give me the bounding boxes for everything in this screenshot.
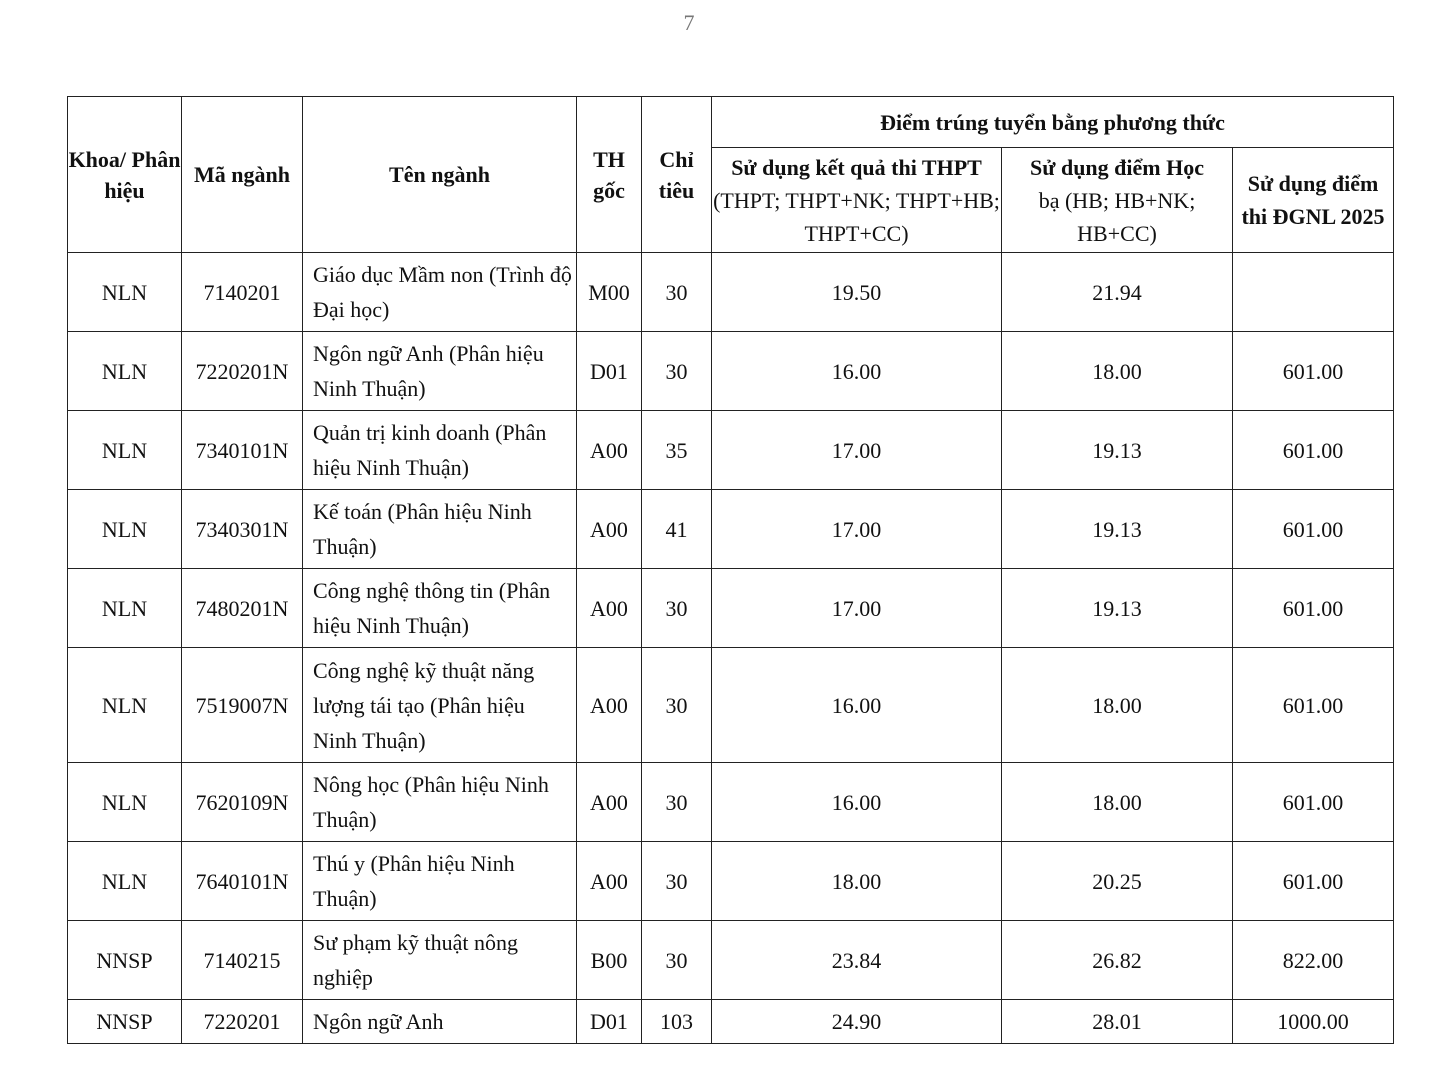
cell-quota: 30	[642, 842, 712, 921]
cell-faculty: NLN	[68, 332, 182, 411]
cell-combo: A00	[577, 842, 642, 921]
cell-hb-score: 26.82	[1002, 921, 1233, 1000]
cell-combo: A00	[577, 763, 642, 842]
header-hb-title: Sử dụng điểm Học	[1030, 154, 1204, 180]
table-row	[68, 411, 1394, 490]
cell-dgnl-score: 601.00	[1233, 411, 1394, 490]
cell-code: 7220201	[182, 1000, 303, 1044]
header-thpt-title: Sử dụng kết quả thi THPT	[731, 154, 982, 180]
cell-name: Ngôn ngữ Anh (Phân hiệu Ninh Thuận)	[303, 332, 577, 411]
cell-code: 7340101N	[182, 411, 303, 490]
cell-faculty: NLN	[68, 253, 182, 332]
cell-code: 7620109N	[182, 763, 303, 842]
cell-thpt-score: 18.00	[712, 842, 1002, 921]
cell-combo: B00	[577, 921, 642, 1000]
cell-faculty: NLN	[68, 648, 182, 763]
cell-thpt-score: 16.00	[712, 763, 1002, 842]
header-quota: Chỉ tiêu	[642, 97, 712, 253]
header-thpt-detail: (THPT; THPT+NK; THPT+HB; THPT+CC)	[713, 187, 1000, 246]
cell-thpt-score: 16.00	[712, 648, 1002, 763]
cell-quota: 30	[642, 253, 712, 332]
cell-code: 7140215	[182, 921, 303, 1000]
cell-thpt-score: 17.00	[712, 490, 1002, 569]
header-name: Tên ngành	[303, 97, 577, 253]
cell-code: 7140201	[182, 253, 303, 332]
cell-name: Nông học (Phân hiệu Ninh Thuận)	[303, 763, 577, 842]
cell-hb-score: 19.13	[1002, 411, 1233, 490]
table-row	[68, 921, 1394, 1000]
cell-name: Giáo dục Mầm non (Trình độ Đại học)	[303, 253, 577, 332]
cell-hb-score: 21.94	[1002, 253, 1233, 332]
cell-quota: 35	[642, 411, 712, 490]
cell-hb-score: 20.25	[1002, 842, 1233, 921]
cell-hb-score: 18.00	[1002, 648, 1233, 763]
cell-hb-score: 28.01	[1002, 1000, 1233, 1044]
header-row	[68, 97, 1394, 148]
cell-hb-score: 19.13	[1002, 569, 1233, 648]
cell-dgnl-score: 601.00	[1233, 648, 1394, 763]
cell-hb-score: 18.00	[1002, 763, 1233, 842]
cell-name: Thú y (Phân hiệu Ninh Thuận)	[303, 842, 577, 921]
cell-faculty: NLN	[68, 490, 182, 569]
table-row	[68, 332, 1394, 411]
cell-hb-score: 19.13	[1002, 490, 1233, 569]
cell-thpt-score: 17.00	[712, 569, 1002, 648]
cell-combo: D01	[577, 332, 642, 411]
cell-name: Công nghệ thông tin (Phân hiệu Ninh Thuận)	[303, 569, 577, 648]
cell-hb-score: 18.00	[1002, 332, 1233, 411]
cell-quota: 41	[642, 490, 712, 569]
cell-faculty: NNSP	[68, 1000, 182, 1044]
cell-quota: 30	[642, 648, 712, 763]
cell-quota: 30	[642, 921, 712, 1000]
cell-combo: A00	[577, 648, 642, 763]
cell-quota: 30	[642, 569, 712, 648]
cell-name: Ngôn ngữ Anh	[303, 1000, 577, 1044]
admission-scores-table	[67, 96, 1394, 1044]
cell-faculty: NLN	[68, 763, 182, 842]
table-row	[68, 648, 1394, 763]
cell-faculty: NNSP	[68, 921, 182, 1000]
table-row	[68, 763, 1394, 842]
table-row	[68, 253, 1394, 332]
cell-name: Sư phạm kỹ thuật nông nghiệp	[303, 921, 577, 1000]
cell-combo: A00	[577, 411, 642, 490]
header-thpt	[712, 148, 1002, 253]
cell-combo: D01	[577, 1000, 642, 1044]
cell-dgnl-score: 1000.00	[1233, 1000, 1394, 1044]
table-row	[68, 1000, 1394, 1044]
cell-thpt-score: 16.00	[712, 332, 1002, 411]
cell-name: Quản trị kinh doanh (Phân hiệu Ninh Thuận)	[303, 411, 577, 490]
cell-dgnl-score	[1233, 253, 1394, 332]
cell-dgnl-score: 601.00	[1233, 332, 1394, 411]
cell-quota: 30	[642, 763, 712, 842]
cell-name: Kế toán (Phân hiệu Ninh Thuận)	[303, 490, 577, 569]
cell-combo: A00	[577, 569, 642, 648]
header-original-combo: TH gốc	[577, 97, 642, 253]
cell-faculty: NLN	[68, 842, 182, 921]
cell-dgnl-score: 601.00	[1233, 763, 1394, 842]
cell-code: 7220201N	[182, 332, 303, 411]
cell-name: Công nghệ kỹ thuật năng lượng tái tạo (Phân hiệu Ninh Thuận)	[303, 648, 577, 763]
header-method-group: Điểm trúng tuyển bằng phương thức	[712, 97, 1394, 148]
table-row	[68, 490, 1394, 569]
cell-combo: A00	[577, 490, 642, 569]
header-hb	[1002, 148, 1233, 253]
cell-dgnl-score: 822.00	[1233, 921, 1394, 1000]
cell-dgnl-score: 601.00	[1233, 842, 1394, 921]
cell-dgnl-score: 601.00	[1233, 490, 1394, 569]
cell-code: 7640101N	[182, 842, 303, 921]
cell-dgnl-score: 601.00	[1233, 569, 1394, 648]
header-faculty: Khoa/ Phân hiệu	[68, 97, 182, 253]
cell-thpt-score: 24.90	[712, 1000, 1002, 1044]
cell-code: 7519007N	[182, 648, 303, 763]
cell-thpt-score: 17.00	[712, 411, 1002, 490]
cell-thpt-score: 23.84	[712, 921, 1002, 1000]
table-row	[68, 569, 1394, 648]
header-dgnl: Sử dụng điểm thi ĐGNL 2025	[1233, 148, 1394, 253]
header-code: Mã ngành	[182, 97, 303, 253]
cell-faculty: NLN	[68, 569, 182, 648]
cell-quota: 103	[642, 1000, 712, 1044]
page-number: 7	[683, 10, 695, 35]
cell-quota: 30	[642, 332, 712, 411]
cell-faculty: NLN	[68, 411, 182, 490]
cell-code: 7340301N	[182, 490, 303, 569]
header-hb-detail: bạ (HB; HB+NK; HB+CC)	[1038, 187, 1196, 246]
cell-combo: M00	[577, 253, 642, 332]
cell-thpt-score: 19.50	[712, 253, 1002, 332]
cell-code: 7480201N	[182, 569, 303, 648]
table-row	[68, 842, 1394, 921]
